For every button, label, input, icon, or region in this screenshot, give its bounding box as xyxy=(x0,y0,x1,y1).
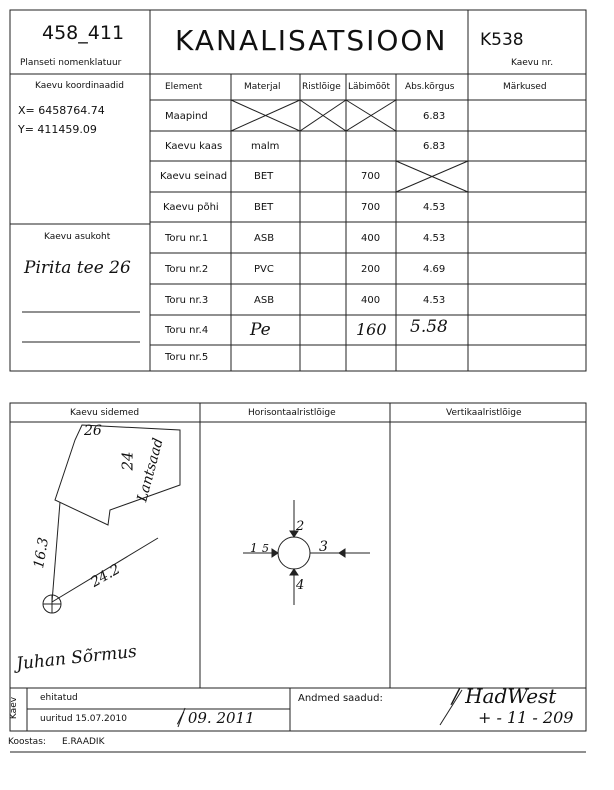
table-row-abs: 4.53 xyxy=(423,233,446,244)
table-row-element: Toru nr.3 xyxy=(165,295,209,306)
table-row-element: Kaevu kaas xyxy=(165,141,223,152)
table-row-materjal: ASB xyxy=(254,295,275,306)
col-materjal: Materjal xyxy=(244,82,281,92)
table-row-element: Toru nr.5 xyxy=(165,352,209,363)
uuritud-label: uuritud 15.07.2010 xyxy=(40,714,127,724)
well-id: K538 xyxy=(480,30,524,50)
kaev-label: Kaev xyxy=(9,696,20,720)
ehitatud-label: ehitatud xyxy=(40,693,78,703)
col-labimoot: Läbimõõt xyxy=(348,82,391,92)
table-row-element: Kaevu põhi xyxy=(163,202,219,213)
planseti-label: Planseti nomenklatuur xyxy=(20,58,122,68)
table-row-abs: 4.53 xyxy=(423,202,446,213)
andmed-label: Andmed saadud: xyxy=(298,693,383,704)
well-nr-label: Kaevu nr. xyxy=(511,58,554,68)
sidemed-label: Kaevu sidemed xyxy=(70,408,140,418)
table-row-materjal: ASB xyxy=(254,233,275,244)
pipe-label-1: 1 xyxy=(250,541,258,555)
col-ristloige: Ristlõige xyxy=(302,82,341,92)
col-markused: Märkused xyxy=(503,82,547,92)
koostas-label: Koostas: xyxy=(8,737,46,747)
sketch-label-26: 26 xyxy=(84,423,102,439)
table-row-element: Toru nr.1 xyxy=(165,233,209,244)
handwritten-date: / 09. 2011 xyxy=(178,709,255,727)
location-value: Pirita tee 26 xyxy=(24,258,131,278)
coords-label: Kaevu koordinaadid xyxy=(35,81,125,91)
table-row-abs: 6.83 xyxy=(423,141,446,152)
table-row-materjal: BET xyxy=(254,171,274,182)
sheet-code: 458_411 xyxy=(42,22,125,44)
table-row-materjal: PVC xyxy=(254,264,274,275)
table-row-element: Toru nr.2 xyxy=(165,264,209,275)
pipe-label-2: 2 xyxy=(296,519,305,534)
well-cross-section-icon xyxy=(278,537,310,569)
table-row-element: Toru nr.4 xyxy=(165,325,209,336)
table-row-labimoot: 160 xyxy=(356,320,387,339)
pipe-label-4: 4 xyxy=(296,578,305,593)
table-row-abs: 5.58 xyxy=(410,317,448,337)
table-row-abs: 4.69 xyxy=(423,264,446,275)
table-row-abs: 4.53 xyxy=(423,295,446,306)
vertikaal-label: Vertikaalristlõige xyxy=(446,408,522,418)
table-row-labimoot: 400 xyxy=(361,233,381,244)
page-title: KANALISATSIOON xyxy=(175,24,448,57)
table-row-element: Maapind xyxy=(165,111,208,122)
coord-x: X= 6458764.74 xyxy=(18,104,105,117)
table-row-labimoot: 200 xyxy=(361,264,381,275)
handwritten-source: / HadWest xyxy=(452,684,557,708)
table-row-element: Kaevu seinad xyxy=(160,171,228,182)
handwritten-number: + - 11 - 209 xyxy=(478,708,574,727)
table-row-materjal: BET xyxy=(254,202,274,213)
horisontaal-label: Horisontaalristlõige xyxy=(248,408,336,418)
measure-line-16-3 xyxy=(52,502,60,602)
col-element: Element xyxy=(165,82,203,92)
sketch-label-lantsaad: Lantsaad xyxy=(134,436,167,504)
pipe-label-3: 3 xyxy=(319,539,328,555)
table-row-labimoot: 700 xyxy=(361,202,381,213)
sketch-label-24-2: 24.2 xyxy=(88,561,124,591)
table-row-labimoot: 400 xyxy=(361,295,381,306)
table-row-materjal: malm xyxy=(251,141,280,152)
coord-y: Y= 411459.09 xyxy=(18,123,97,136)
col-abs: Abs.kõrgus xyxy=(405,82,455,92)
table-row-labimoot: 700 xyxy=(361,171,381,182)
sketch-label-16-3: 16.3 xyxy=(31,536,53,570)
sketch-label-24: 24 xyxy=(118,451,137,471)
signature: Juhan Sõrmus xyxy=(15,641,138,675)
pipe-label-5: 5 xyxy=(262,542,269,555)
table-row-materjal: Pe xyxy=(250,320,271,340)
location-label: Kaevu asukoht xyxy=(44,232,111,242)
table-row-abs: 6.83 xyxy=(423,111,446,122)
koostas-value: E.RAADIK xyxy=(62,737,105,747)
